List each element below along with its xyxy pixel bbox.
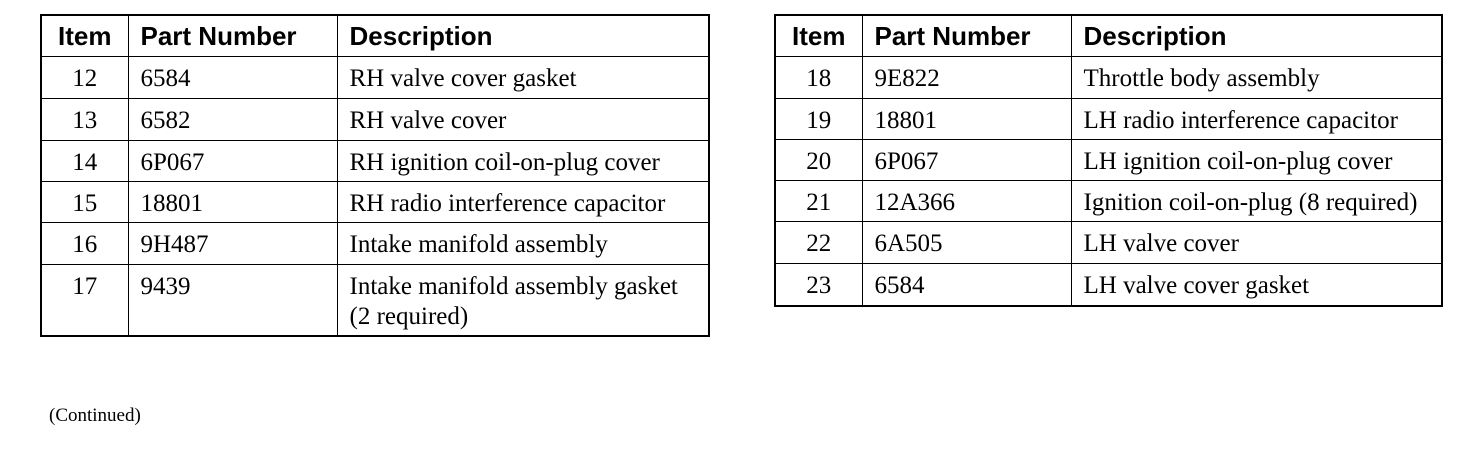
table-row [41, 182, 709, 223]
item-cell: 13 [41, 99, 128, 141]
item-cell: 18 [775, 57, 862, 99]
item-cell: 23 [775, 264, 862, 307]
part-number-cell: 12A366 [862, 181, 1071, 222]
header-description: Description [1071, 15, 1442, 57]
description-cell: LH ignition coil-on-plug cover [1071, 140, 1442, 181]
item-cell: 20 [775, 140, 862, 181]
part-number-cell: 6P067 [862, 140, 1071, 181]
part-number-cell: 18801 [128, 182, 337, 223]
description-cell: RH radio interference capacitor [337, 182, 709, 223]
part-number-cell: 6P067 [128, 141, 337, 182]
header-item: Item [775, 15, 862, 57]
part-number-cell: 6A505 [862, 222, 1071, 264]
header-part-number: Part Number [128, 15, 337, 57]
table-row [41, 99, 709, 141]
item-cell: 15 [41, 182, 128, 223]
description-cell: Intake manifold assembly gasket (2 required) [337, 265, 709, 337]
table-row [41, 141, 709, 182]
description-cell: LH valve cover gasket [1071, 264, 1442, 307]
table-row [41, 223, 709, 265]
table-row [775, 264, 1442, 307]
table-row [775, 181, 1442, 222]
table-row [775, 57, 1442, 99]
item-cell: 22 [775, 222, 862, 264]
table-row [775, 140, 1442, 181]
description-cell: Intake manifold assembly [337, 223, 709, 265]
part-number-cell: 18801 [862, 99, 1071, 140]
description-cell: RH valve cover [337, 99, 709, 141]
part-number-cell: 9H487 [128, 223, 337, 265]
continued-note: (Continued) [49, 405, 141, 426]
header-row [41, 15, 709, 57]
description-cell: LH radio interference capacitor [1071, 99, 1442, 140]
description-cell: RH ignition coil-on-plug cover [337, 141, 709, 182]
header-part-number: Part Number [862, 15, 1071, 57]
parts-table-right [774, 14, 1443, 307]
description-cell: RH valve cover gasket [337, 57, 709, 99]
table-row [41, 57, 709, 99]
part-number-cell: 9439 [128, 265, 337, 337]
description-cell: Ignition coil-on-plug (8 required) [1071, 181, 1442, 222]
part-number-cell: 6582 [128, 99, 337, 141]
part-number-cell: 6584 [128, 57, 337, 99]
part-number-cell: 9E822 [862, 57, 1071, 99]
header-item: Item [41, 15, 128, 57]
description-cell: Throttle body assembly [1071, 57, 1442, 99]
part-number-cell: 6584 [862, 264, 1071, 307]
parts-table-left [40, 14, 710, 337]
table-row [41, 265, 709, 337]
header-row [775, 15, 1442, 57]
header-description: Description [337, 15, 709, 57]
item-cell: 19 [775, 99, 862, 140]
item-cell: 14 [41, 141, 128, 182]
table-row [775, 222, 1442, 264]
item-cell: 12 [41, 57, 128, 99]
item-cell: 17 [41, 265, 128, 337]
item-cell: 21 [775, 181, 862, 222]
item-cell: 16 [41, 223, 128, 265]
description-cell: LH valve cover [1071, 222, 1442, 264]
table-row [775, 99, 1442, 140]
